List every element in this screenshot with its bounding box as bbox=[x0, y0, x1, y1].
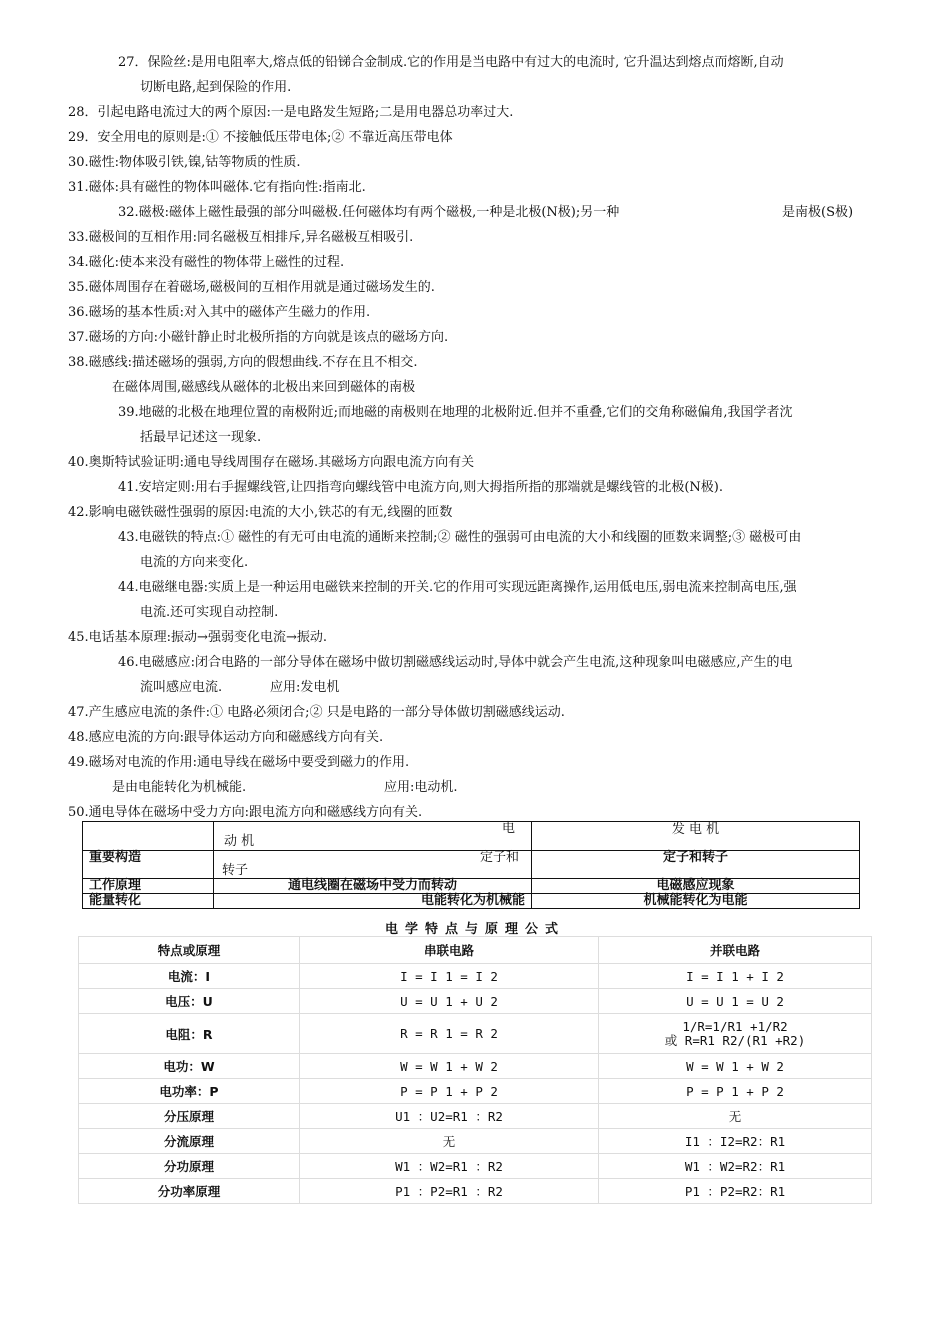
parallel-cell bbox=[599, 1054, 872, 1079]
line-44-cont: 电流.还可实现自动控制. bbox=[140, 605, 279, 620]
table-row bbox=[79, 1104, 872, 1129]
feature-cell: 电功：W bbox=[79, 1054, 300, 1079]
motor-energy: 电能转化为机械能 bbox=[214, 894, 532, 909]
generator-structure: 定子和转子 bbox=[532, 851, 860, 879]
parallel-cell bbox=[599, 1104, 872, 1129]
header-motor bbox=[214, 822, 532, 851]
line-40: 40.奥斯特试验证明:通电导线周围存在磁场.其磁场方向跟电流方向有关 bbox=[68, 455, 475, 470]
feature-cell: 电压：U bbox=[79, 989, 300, 1014]
row-label-principle: 工作原理 bbox=[83, 879, 214, 894]
line-43: 43.电磁铁的特点:① 磁性的有无可由电流的通断来控制;② 磁性的强弱可由电流的大小和线圈的匝数来调整;③ 磁极可由 bbox=[118, 530, 802, 545]
feature-cell: 电功率：P bbox=[79, 1079, 300, 1104]
line-50: 50.通电导体在磁场中受力方向:跟电流方向和磁感线方向有关. bbox=[68, 805, 423, 820]
parallel-formula: W = W 1 + W 2 bbox=[686, 1058, 784, 1074]
line-29: 29．安全用电的原则是:① 不接触低压带电体;② 不靠近高压带电体 bbox=[68, 130, 453, 145]
parallel-cell bbox=[599, 1129, 872, 1154]
feature-cell: 电阻：R bbox=[79, 1014, 300, 1054]
series-cell: P = P 1 + P 2 bbox=[300, 1079, 599, 1104]
parallel-cell bbox=[599, 1179, 872, 1204]
table-row bbox=[79, 1129, 872, 1154]
motor-structure bbox=[214, 851, 532, 879]
table-row bbox=[79, 1054, 872, 1079]
series-cell: U = U 1 + U 2 bbox=[300, 989, 599, 1014]
series-cell: P1 ：P2=R1 ：R2 bbox=[300, 1179, 599, 1204]
formula-table-body bbox=[79, 964, 872, 1204]
line-37: 37.磁场的方向:小磁针静止时北极所指的方向就是该点的磁场方向. bbox=[68, 330, 449, 345]
parallel-cell bbox=[599, 989, 872, 1014]
line-31: 31.磁体:具有磁性的物体叫磁体.它有指向性:指南北. bbox=[68, 180, 366, 195]
table-row bbox=[79, 989, 872, 1014]
motor-generator-table bbox=[82, 821, 860, 909]
line-30: 30.磁性:物体吸引铁,镍,钴等物质的性质. bbox=[68, 155, 301, 170]
line-39: 39.地磁的北极在地理位置的南极附近;而地磁的南极则在地理的北极附近.但并不重叠,它们的交角称磁偏角,我国学者沈 bbox=[118, 405, 793, 420]
parallel-formula: W1 ：W2=R2：R1 bbox=[684, 1159, 786, 1174]
series-cell: R = R 1 = R 2 bbox=[300, 1014, 599, 1054]
formula-table-title: 电学特点与原理公式 bbox=[384, 922, 565, 937]
series-cell: 无 bbox=[300, 1129, 599, 1154]
line-46: 46.电磁感应:闭合电路的一部分导体在磁场中做切割磁感线运动时,导体中就会产生电流,这种现象叫电磁感应,产生的电 bbox=[118, 655, 793, 670]
feature-cell: 分功率原理 bbox=[79, 1179, 300, 1204]
row-label-energy: 能量转化 bbox=[83, 894, 214, 909]
table-row bbox=[79, 964, 872, 989]
feature-cell: 分压原理 bbox=[79, 1104, 300, 1129]
table-row bbox=[79, 1014, 872, 1054]
header-feature: 特点或原理 bbox=[79, 937, 300, 964]
line-27-cont: 切断电路,起到保险的作用. bbox=[140, 80, 292, 95]
line-44: 44.电磁继电器:实质上是一种运用电磁铁来控制的开关.它的作用可实现远距离操作,运用低电压,弱电流来控制高电压,强 bbox=[118, 580, 797, 595]
line-42: 42.影响电磁铁磁性强弱的原因:电流的大小,铁芯的有无,线圈的匝数 bbox=[68, 505, 453, 520]
line-43-cont: 电流的方向来变化. bbox=[140, 555, 249, 570]
parallel-cell bbox=[599, 1079, 872, 1104]
line-36: 36.磁场的基本性质:对入其中的磁体产生磁力的作用. bbox=[68, 305, 371, 320]
formula-table bbox=[78, 936, 872, 1204]
parallel-formula: I = I 1 + I 2 bbox=[686, 968, 784, 984]
line-32-end: 是南极(S极) bbox=[782, 205, 854, 220]
line-28: 28．引起电路电流过大的两个原因:一是电路发生短路;二是用电器总功率过大. bbox=[68, 105, 514, 120]
header-motor-a: 电 bbox=[501, 821, 515, 836]
row-label-structure: 重要构造 bbox=[83, 851, 214, 879]
line-49-cont: 是由电能转化为机械能. bbox=[112, 780, 247, 795]
line-38: 38.磁感线:描述磁场的强弱,方向的假想曲线.不存在且不相交. bbox=[68, 355, 418, 370]
line-34: 34.磁化:使本来没有磁性的物体带上磁性的过程. bbox=[68, 255, 345, 270]
parallel-formula: P1 ：P2=R2：R1 bbox=[684, 1184, 786, 1199]
line-35: 35.磁体周围存在着磁场,磁极间的互相作用就是通过磁场发生的. bbox=[68, 280, 435, 295]
series-cell: W1 ：W2=R1 ：R2 bbox=[300, 1154, 599, 1179]
line-49: 49.磁场对电流的作用:通电导线在磁场中要受到磁力的作用. bbox=[68, 755, 410, 770]
motor-principle: 通电线圈在磁场中受力而转动 bbox=[214, 879, 532, 894]
motor-structure-a: 定子和 bbox=[479, 850, 519, 865]
parallel-formula: P = P 1 + P 2 bbox=[686, 1083, 784, 1099]
line-38-cont: 在磁体周围,磁感线从磁体的北极出来回到磁体的南极 bbox=[112, 380, 416, 395]
parallel-cell bbox=[599, 1154, 872, 1179]
generator-energy: 机械能转化为电能 bbox=[532, 894, 860, 909]
table-cell-empty bbox=[83, 822, 214, 851]
line-48: 48.感应电流的方向:跟导体运动方向和磁感线方向有关. bbox=[68, 730, 384, 745]
line-49-application: 应用:电动机. bbox=[384, 780, 458, 795]
header-motor-b: 动 机 bbox=[224, 834, 255, 849]
parallel-cell bbox=[599, 964, 872, 989]
series-cell: W = W 1 + W 2 bbox=[300, 1054, 599, 1079]
table-row bbox=[79, 1079, 872, 1104]
feature-cell: 分功原理 bbox=[79, 1154, 300, 1179]
line-39-cont: 括最早记述这一现象. bbox=[140, 430, 262, 445]
table-row bbox=[79, 1154, 872, 1179]
parallel-formula: I1 ：I2=R2：R1 bbox=[684, 1134, 786, 1149]
motor-structure-b: 转子 bbox=[222, 863, 249, 878]
line-46-cont: 流叫感应电流. bbox=[140, 680, 223, 695]
parallel-formula: U = U 1 = U 2 bbox=[686, 993, 784, 1009]
series-cell: U1 ：U2=R1 ：R2 bbox=[300, 1104, 599, 1129]
line-46-application: 应用:发电机 bbox=[270, 680, 340, 695]
line-27: 27．保险丝:是用电阻率大,熔点低的铅锑合金制成.它的作用是当电路中有过大的电流时, 它升温达到熔点而熔断,自动 bbox=[118, 55, 784, 70]
line-45: 45.电话基本原理:振动→强弱变化电流→振动. bbox=[68, 630, 327, 645]
header-generator: 发 电 机 bbox=[532, 822, 860, 851]
parallel-formula: 1/R=1/R1 +1/R2 bbox=[682, 1018, 788, 1034]
line-47: 47.产生感应电流的条件:① 电路必须闭合;② 只是电路的一部分导体做切割磁感线运动. bbox=[68, 705, 565, 720]
series-cell: I = I 1 = I 2 bbox=[300, 964, 599, 989]
line-41: 41.安培定则:用右手握螺线管,让四指弯向螺线管中电流方向,则大拇指所指的那端就是螺线管的北极(N极). bbox=[118, 480, 723, 495]
line-32: 32.磁极:磁体上磁性最强的部分叫磁极.任何磁体均有两个磁极,一种是北极(N极);另一种 bbox=[118, 205, 620, 220]
parallel-formula-alt: 或 R=R1 R2/(R1 +R2) bbox=[664, 1032, 806, 1048]
feature-cell: 分流原理 bbox=[79, 1129, 300, 1154]
parallel-formula: 无 bbox=[728, 1109, 742, 1124]
line-33: 33.磁极间的互相作用:同名磁极互相排斥,异名磁极互相吸引. bbox=[68, 230, 414, 245]
generator-principle: 电磁感应现象 bbox=[532, 879, 860, 894]
header-series: 串联电路 bbox=[300, 937, 599, 964]
header-parallel: 并联电路 bbox=[599, 937, 872, 964]
table-row bbox=[79, 1179, 872, 1204]
parallel-cell bbox=[599, 1014, 872, 1054]
feature-cell: 电流：I bbox=[79, 964, 300, 989]
